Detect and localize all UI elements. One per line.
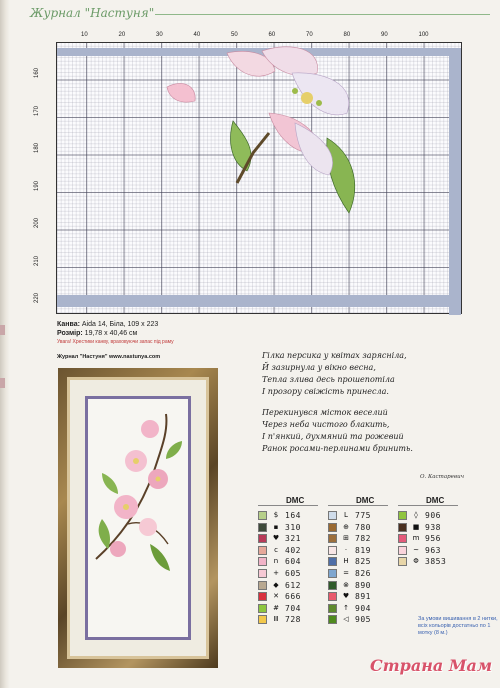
- chart-petal: [295, 123, 333, 175]
- poem-line: Гілка персика у квітах зарясніла,: [262, 351, 407, 360]
- blossom-branch-picture: [88, 399, 188, 619]
- chart-stamen: [316, 100, 322, 106]
- y-tick-label: 190: [34, 180, 40, 191]
- legend-row: [398, 522, 441, 533]
- poem-line: І прозору свіжість принесла.: [262, 387, 389, 396]
- color-swatch: [258, 546, 267, 555]
- legend-row: [328, 580, 371, 591]
- color-swatch: [398, 534, 407, 543]
- y-tick-label: 180: [34, 142, 40, 153]
- legend-row: [258, 545, 301, 556]
- poem-line: Тепла злива десь прошепотіла: [262, 375, 395, 384]
- legend-row: [258, 591, 301, 602]
- legend-row: [258, 522, 301, 533]
- stitch-symbol-icon: Ⅲ: [273, 615, 279, 624]
- legend-row: [328, 522, 371, 533]
- x-tick-label: 70: [306, 32, 313, 38]
- color-swatch: [398, 557, 407, 566]
- stitch-symbol-icon: =: [343, 569, 349, 577]
- legend-row: [328, 510, 371, 521]
- dmc-code: 905: [355, 615, 371, 625]
- x-tick-label: 60: [268, 32, 276, 38]
- cross-stitch-chart[interactable]: [56, 42, 462, 314]
- legend-row: [258, 568, 301, 579]
- y-tick-label: 200: [34, 217, 40, 228]
- legend-row: [258, 510, 301, 521]
- poem-line: Ранок росами-перлинами бринить.: [262, 444, 413, 453]
- stitch-symbol-icon: ♥: [272, 534, 280, 543]
- stitch-symbol-icon: H: [343, 557, 349, 566]
- stitch-symbol-icon: ~: [413, 545, 419, 554]
- color-swatch: [328, 569, 337, 578]
- stitch-symbol-icon: m: [412, 534, 420, 543]
- legend-row: [398, 510, 441, 521]
- stitch-symbol-icon: +: [273, 569, 279, 577]
- legend-row: [328, 614, 371, 625]
- dmc-code: 938: [425, 522, 441, 532]
- stitch-symbol-icon: ↑: [343, 603, 349, 612]
- color-swatch: [258, 581, 267, 590]
- poem-line: Перекинувся місток веселий: [262, 408, 388, 417]
- dmc-column-rule: [328, 505, 388, 506]
- embroidery-picture: [88, 399, 188, 637]
- dmc-code: 612: [285, 580, 301, 590]
- dmc-code: 963: [425, 545, 441, 555]
- dmc-code: 605: [285, 569, 301, 578]
- journal-title: Журнал "Настуня": [30, 6, 155, 20]
- stitch-symbol-icon: $: [273, 511, 279, 519]
- y-tick-label: 210: [34, 255, 40, 266]
- poem-line: І п'янкий, духмяний та рожевий: [262, 432, 404, 441]
- color-swatch: [328, 581, 337, 590]
- y-tick-label: 220: [34, 292, 40, 303]
- stitch-symbol-icon: ·: [344, 545, 348, 554]
- header-rule: [155, 14, 490, 15]
- legend-row: [328, 568, 371, 579]
- dmc-code: 604: [285, 557, 301, 567]
- dmc-code: 3853: [425, 557, 447, 567]
- legend-row: [258, 614, 301, 625]
- color-swatch: [258, 592, 267, 601]
- poem-stanza-2: [262, 407, 487, 455]
- stitch-symbol-icon: ⊗: [343, 580, 349, 589]
- stitch-symbol-icon: ■: [412, 522, 420, 531]
- color-swatch: [258, 511, 267, 520]
- chart-leaf: [327, 138, 355, 213]
- poem-author: О. Кастаревич: [420, 474, 465, 480]
- x-tick-label: 10: [81, 32, 88, 38]
- stitch-symbol-icon: ▪: [273, 522, 279, 531]
- dmc-code: 906: [425, 511, 441, 520]
- spine-mark: [0, 378, 5, 388]
- color-swatch: [258, 523, 267, 532]
- y-tick-label: 170: [34, 105, 40, 116]
- x-tick-label: 20: [118, 32, 126, 38]
- dmc-code: 780: [355, 522, 371, 532]
- color-swatch: [258, 604, 267, 613]
- color-swatch: [328, 604, 337, 613]
- dmc-code: 890: [355, 580, 371, 590]
- dmc-code: 666: [285, 592, 301, 602]
- canvas-value: Aida 14, Біла, 109 x 223: [81, 321, 159, 328]
- chart-petal: [292, 73, 349, 115]
- mat-window: [85, 396, 191, 640]
- size-label: Розмір:: [57, 330, 83, 337]
- x-tick-label: 80: [343, 32, 351, 38]
- legend-row: [258, 580, 301, 591]
- chart-stamen: [292, 88, 298, 94]
- dmc-code: 321: [285, 534, 301, 544]
- poem: [262, 350, 487, 464]
- dmc-column-header: DMC: [426, 496, 445, 505]
- dmc-code: 728: [285, 615, 301, 625]
- dmc-code: 164: [285, 511, 301, 520]
- stitch-symbol-icon: ◆: [273, 580, 279, 589]
- credit-label: Журнал "Настуня": [57, 354, 108, 360]
- color-swatch: [398, 523, 407, 532]
- dmc-code: 704: [285, 603, 301, 613]
- x-tick-label: 30: [156, 32, 163, 38]
- legend-row: [328, 545, 371, 556]
- color-swatch: [328, 557, 337, 566]
- stitch-symbol-icon: c: [274, 545, 278, 554]
- canvas-label: Канва:: [57, 321, 80, 328]
- x-tick-label: 100: [418, 32, 429, 38]
- legend-row: [258, 556, 301, 567]
- color-swatch: [258, 557, 267, 566]
- dmc-code: 775: [355, 511, 371, 520]
- color-swatch: [328, 615, 337, 624]
- legend-row: [328, 591, 371, 602]
- legend-note: За умови вишивання в 2 нитки, всіх кольорів достатньо по 1 мотку (8 м.): [418, 616, 498, 636]
- dmc-column-rule: [258, 505, 318, 506]
- color-swatch: [258, 615, 267, 624]
- legend-row: [398, 545, 441, 556]
- dmc-code: 891: [355, 592, 371, 602]
- color-swatch: [398, 546, 407, 555]
- color-swatch: [328, 534, 337, 543]
- size-value: 19,78 x 40,46 см: [84, 330, 138, 337]
- legend-row: [258, 533, 301, 544]
- dmc-code: 826: [355, 569, 371, 578]
- stitch-symbol-icon: ◊: [414, 511, 418, 519]
- poem-line: Й зазирнула у вікно весна,: [262, 363, 376, 372]
- frame-trim: [67, 377, 209, 659]
- x-tick-label: 50: [231, 32, 238, 38]
- dmc-column-rule: [398, 505, 458, 506]
- legend-row: [328, 533, 371, 544]
- dmc-code: 825: [355, 557, 371, 567]
- stitch-symbol-icon: Φ: [413, 557, 419, 566]
- site-watermark: Страна Мам: [370, 656, 493, 675]
- dmc-code: 402: [285, 545, 301, 555]
- dmc-column-header: DMC: [286, 496, 305, 505]
- dmc-code: 310: [285, 522, 301, 532]
- stitch-symbol-icon: ♥: [342, 592, 350, 601]
- color-swatch: [398, 511, 407, 520]
- chart-flower-motif: [57, 43, 463, 315]
- color-swatch: [328, 511, 337, 520]
- canvas-note: Увага! Хрестики канву, враховуючи запас під раму: [57, 339, 174, 345]
- stitch-symbol-icon: #: [273, 603, 279, 612]
- dmc-column-header: DMC: [356, 496, 375, 505]
- stitch-symbol-icon: ✕: [273, 592, 279, 601]
- credit-site[interactable]: www.nastunya.com: [108, 354, 161, 360]
- stitch-symbol-icon: ⊞: [343, 534, 349, 543]
- spine-mark: [0, 325, 5, 335]
- color-swatch: [328, 546, 337, 555]
- stitch-symbol-icon: n: [273, 557, 279, 566]
- page-spine: [0, 0, 10, 688]
- chart-stamen: [301, 92, 313, 104]
- frame-mat: [70, 380, 206, 656]
- poem-line: Через неба чистого блакить,: [262, 420, 390, 429]
- y-tick-label: 160: [34, 67, 40, 78]
- stitch-symbol-icon: ◁: [343, 615, 349, 624]
- poem-stanza-1: [262, 350, 487, 398]
- legend-row: [258, 603, 301, 614]
- dmc-code: 904: [355, 603, 371, 613]
- dmc-code: 782: [355, 534, 371, 544]
- x-tick-label: 90: [381, 32, 388, 38]
- stitch-symbol-icon: ⊕: [343, 522, 349, 531]
- legend-row: [398, 533, 441, 544]
- stitch-symbol-icon: L: [344, 511, 348, 519]
- legend-row: [398, 556, 446, 567]
- chart-bud: [167, 83, 195, 102]
- framed-embroidery: [58, 368, 218, 668]
- color-swatch: [328, 523, 337, 532]
- color-swatch: [328, 592, 337, 601]
- color-swatch: [258, 534, 267, 543]
- legend-row: [328, 603, 371, 614]
- color-swatch: [258, 569, 267, 578]
- x-tick-label: 40: [193, 32, 201, 38]
- dmc-code: 819: [355, 545, 371, 555]
- dmc-code: 956: [425, 534, 441, 544]
- legend-row: [328, 556, 371, 567]
